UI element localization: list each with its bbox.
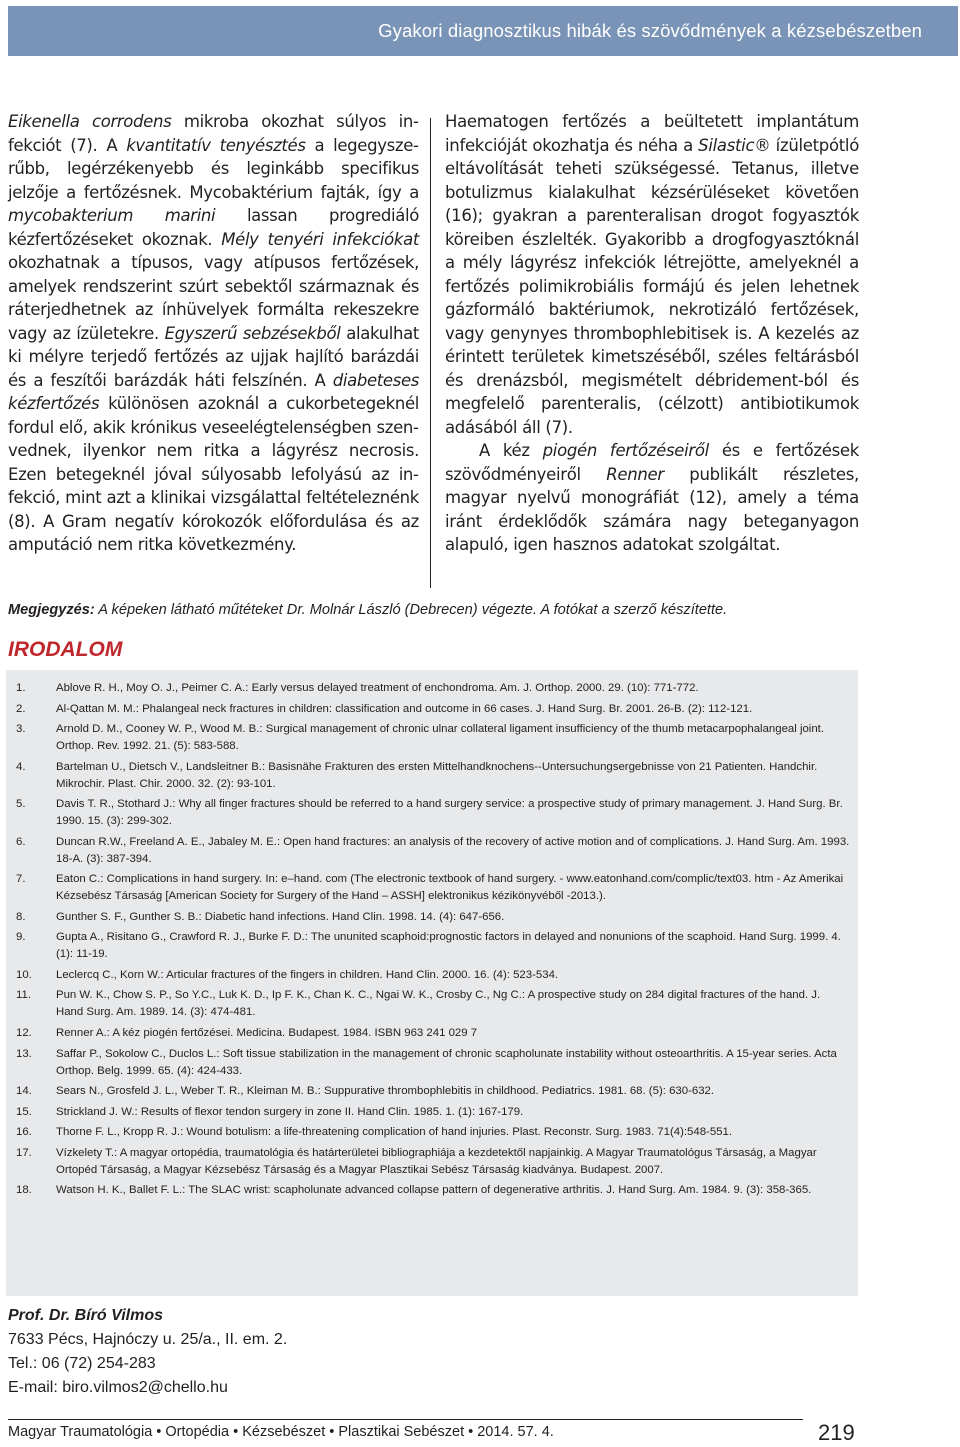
italic-text-run: Renner — [606, 464, 664, 484]
text-run: okozhatnak a típusos, vagy atípusos fertőzések, amelyek rendszerint szúrt sebektől származnak és ráterjedhetnek az ínhüvelyek formálta rekeszekre vagy az ízületekre. — [8, 253, 419, 343]
italic-text-run: kvantitatív tenyésztés — [126, 135, 306, 155]
reference-item — [16, 1145, 850, 1179]
reference-item — [16, 796, 850, 830]
reference-number: 2. — [16, 702, 26, 715]
italic-text-run: Eikenella corrodens — [8, 112, 172, 131]
column-divider — [430, 118, 431, 588]
reference-text: Davis T. R., Stothard J.: Why all finger fractures should be referred to a hand surgery service: a prospective study of primary management. J. Hand Surg. Br. 1990. 15. (3): 299-302. — [56, 798, 843, 828]
reference-number: 13. — [16, 1047, 32, 1060]
reference-number: 3. — [16, 723, 26, 736]
reference-text: Pun W. K., Chow S. P., So Y.C., Luk K. D., Ip F. K., Chan K. C., Ngai W. K., Crosby C., Ng C.: A prospective study on 284 digital fractures of the hand. J. Hand Surg. Am. 1989. 14. (3): 474-481. — [56, 989, 821, 1019]
references-box — [6, 670, 858, 1296]
note-label: Megjegyzés: — [8, 602, 95, 618]
reference-item — [16, 834, 850, 868]
right-column-paragraph-2 — [445, 439, 859, 557]
author-block — [8, 1304, 287, 1400]
text-run: alakulhat ki mélyre terjedő fertőzés az ujjak hajlító barázdái és a feszítői barázdák háti felszínén. A — [8, 323, 419, 390]
note — [8, 602, 953, 618]
reference-text: Bartelman U., Dietsch V., Landsleitner B.: Basisnähe Frakturen des ersten Mittelhandknochens--Untersuchungsergebnisse von 21 Patienten. Handchir. Mikrochir. Plast. Chir. 2000. 32. (2): 93-101. — [56, 760, 818, 790]
italic-text-run: Egyszerű sebzésekből — [164, 323, 341, 343]
text-run: különösen azoknál a cukorbetegeknél fordul elő, akik krónikus veseelégtelenségben szenvednek, ilyenkor nem ritka a lágyrész necrosis. Ezen betegeknél jóval súlyosabb lefolyású az infekció, mint azt a klinikai vizsgálattal feltételeznénk (8). A Gram negatív kórokozók előfordulása és az amputáció nem ritka következmény. — [8, 394, 419, 554]
running-header-title: Gyakori diagnosztikus hibák és szövődmények a kézsebészetben — [378, 20, 922, 41]
text-run: publikált részletes, magyar nyelvű monográfiát (12), amely a téma iránt érdeklődők számára nagy beteganyagon alapuló, igen hasznos adatokat szolgáltat. — [445, 464, 859, 554]
note-text: A képeken látható műtéteket Dr. Molnár László (Debrecen) végezte. A fotókat a szerző készítette. — [94, 602, 728, 618]
left-column — [8, 110, 419, 557]
page-number: 219 — [818, 1420, 855, 1445]
reference-number: 5. — [16, 798, 26, 811]
left-column-paragraph — [8, 110, 419, 557]
reference-number: 18. — [16, 1184, 32, 1197]
reference-number: 12. — [16, 1027, 32, 1040]
author-address: 7633 Pécs, Hajnóczy u. 25/a., II. em. 2. — [8, 1331, 288, 1348]
reference-text: Gunther S. F., Gunther S. B.: Diabetic hand infections. Hand Clin. 1998. 14. (4): 647-656. — [56, 910, 505, 923]
reference-item — [16, 909, 850, 926]
reference-text: Renner A.: A kéz piogén fertőzései. Medicina. Budapest. 1984. ISBN 963 241 029 7 — [56, 1027, 478, 1040]
reference-item — [16, 680, 850, 697]
reference-item — [16, 1124, 850, 1141]
text-run: és e fertőzések szövődményeiről — [445, 441, 859, 484]
reference-item — [16, 1046, 850, 1080]
reference-item — [16, 759, 850, 793]
italic-text-run: piogén fertőzéseiről — [542, 441, 709, 460]
reference-item — [16, 721, 850, 755]
footer-journal: Magyar Traumatológia • Ortopédia • Kézsebészet • Plasztikai Sebészet • 2014. 57. 4. — [8, 1424, 554, 1440]
author-phone: Tel.: 06 (72) 254-283 — [8, 1355, 156, 1372]
footer-rule — [8, 1419, 803, 1420]
reference-number: 15. — [16, 1105, 32, 1118]
reference-text: Saffar P., Sokolow C., Duclos L.: Soft tissue stabilization in the management of chronic scapholunate instability without osteoarthritis. A 15-year series. Acta Orthop. Belg. 1999. 65. (4): 424-433. — [56, 1047, 837, 1077]
text-run: lassan progrediáló kézfertőzéseket okoznak. — [8, 206, 419, 249]
reference-item — [16, 1083, 850, 1100]
references-list — [16, 680, 850, 1203]
reference-number: 8. — [16, 910, 26, 923]
reference-number: 17. — [16, 1146, 32, 1159]
reference-text: Thorne F. L., Kropp R. J.: Wound botulism: a life-threatening complication of hand injuries. Plast. Reconstr. Surg. 1983. 71(4):548-551. — [56, 1126, 732, 1139]
italic-text-run: Silastic® — [698, 135, 771, 155]
reference-item — [16, 871, 850, 905]
author-name: Prof. Dr. Bíró Vilmos — [8, 1307, 163, 1324]
reference-number: 7. — [16, 873, 26, 886]
text-run: mikroba okozhat súlyos infekciót (7). A — [8, 112, 419, 155]
italic-text-run: diabeteses kézfertőzés — [8, 370, 419, 413]
reference-text: Eaton C.: Complications in hand surgery. In: e–hand. com (The electronic textbook of hand surgery. - www.eatonhand.com/complic/text03. htm - Az Amerikai Kézsebész Társaság [American Society for Surgery of the Hand – ASSH] elektronikus kézikönyvéből -2013.). — [56, 873, 844, 903]
reference-text: Al-Qattan M. M.: Phalangeal neck fractures in children: classification and outcome in 66 cases. J. Hand Surg. Br. 2001. 26-B. (2): 112-121. — [56, 702, 753, 715]
reference-number: 14. — [16, 1085, 32, 1098]
italic-text-run: mycobakterium marini — [8, 206, 216, 225]
reference-number: 6. — [16, 835, 26, 848]
reference-text: Ablove R. H., Moy O. J., Peimer C. A.: Early versus delayed treatment of enchondroma. Am. J. Orthop. 2000. 29. (10): 771-772. — [56, 682, 699, 694]
reference-text: Leclercq C., Korn W.: Articular fractures of the fingers in children. Hand Clin. 2000. 16. (4): 523-534. — [56, 968, 559, 981]
text-run: Haematogen fertőzés a beültetett implantátum infekcióját okozhatja és néha a — [445, 112, 859, 155]
references-title: IRODALOM — [8, 638, 123, 661]
text-run: ízületpótló eltávolítását teheti szükségessé. Tetanus, illetve botulizmus kialakulhat kézsérüléseket követően (16); gyakran a parenteralisan drogot fogyasztók köreiben észlelték. Gyakoribb a drogfogyasztóknál a mély lágyrész infekciók létrejötte, amelyeknél a fertőzés polimikrobiális formájú és jelen lehetnek gázformáló baktériumok, nekrotizáló fertőzések, vagy genynyes thrombophlebitisek is. A kezelés az érintett területek kimetszéséből, széles feltárásból és drenázsból, megismételt débridement-ból és megfelelő parenteralis, (célzott) antibiotikumok adásából áll (7). — [445, 135, 859, 437]
reference-item — [16, 987, 850, 1021]
reference-text: Arnold D. M., Cooney W. P., Wood M. B.: Surgical management of chronic ulnar collateral ligament insufficiency of the thumb metacarpophalangeal joint. Orthop. Rev. 1992. 21. (5): 583-588. — [56, 723, 824, 753]
reference-item — [16, 1025, 850, 1042]
reference-item — [16, 1182, 850, 1199]
reference-text: Vízkelety T.: A magyar ortopédia, traumatológia és határterületei bibliographiája a kezdetektől napjainkig. A Magyar Traumatológus Társaság, a Magyar Ortopéd Társaság, a Magyar Kézsebész Társaság és a Magyar Plasztikai Sebész Társaság kiadványa. Budapest. 2007. — [56, 1146, 817, 1176]
author-email: E-mail: biro.vilmos2@chello.hu — [8, 1379, 228, 1396]
running-header — [8, 6, 958, 56]
right-column-paragraph-1 — [445, 110, 859, 439]
reference-number: 9. — [16, 931, 26, 944]
italic-text-run: Mély tenyéri infekciókat — [221, 229, 419, 249]
reference-item — [16, 701, 850, 718]
text-run: a legegyszerűbb, legérzékenyebb és leginkább specifikus jelzője a fertőzésnek. Mycobaktérium fajták, így a — [8, 135, 419, 202]
reference-item — [16, 929, 850, 963]
reference-text: Sears N., Grosfeld J. L., Weber T. R., Kleiman M. B.: Suppurative thrombophlebitis in childhood. Pediatrics. 1981. 68. (5): 630-632. — [56, 1085, 715, 1098]
reference-text: Watson H. K., Ballet F. L.: The SLAC wrist: scapholunate advanced collapse pattern of degenerative arthritis. J. Hand Surg. Am. 1984. 9. (3): 358-365. — [56, 1184, 812, 1197]
reference-item — [16, 1104, 850, 1121]
reference-text: Strickland J. W.: Results of flexor tendon surgery in zone II. Hand Clin. 1985. 1. (1): 167-179. — [56, 1105, 524, 1118]
reference-number: 16. — [16, 1126, 32, 1139]
reference-number: 11. — [16, 989, 31, 1002]
reference-text: Gupta A., Risitano G., Crawford R. J., Burke F. D.: The ununited scaphoid:prognostic factors in delayed and nonunions of the scaphoid. Hand Surg. 1999. 4. (1): 11-19. — [56, 931, 841, 961]
reference-number: 1. — [16, 682, 26, 694]
reference-number: 4. — [16, 760, 26, 773]
reference-item — [16, 967, 850, 984]
reference-number: 10. — [16, 968, 32, 981]
right-column — [445, 110, 859, 557]
reference-text: Duncan R.W., Freeland A. E., Jabaley M. E.: Open hand fractures: an analysis of the recovery of active motion and of complications. J. Hand Surg. Am. 1993. 18-A. (3): 387-394. — [56, 835, 850, 865]
text-run: A kéz — [479, 441, 543, 460]
